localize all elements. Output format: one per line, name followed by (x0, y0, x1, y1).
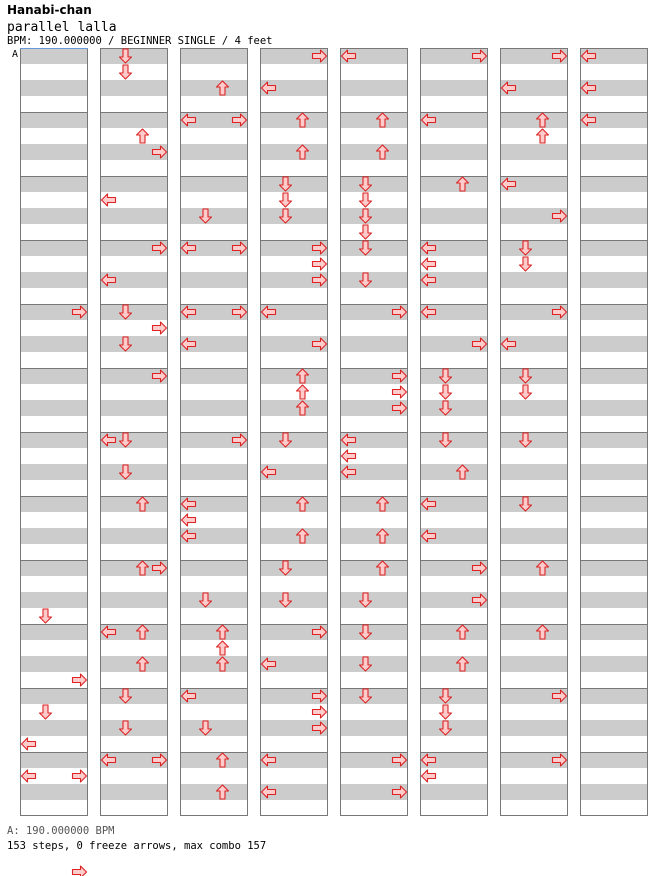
beat-band (180, 48, 248, 64)
beat-band (580, 592, 648, 608)
arrow-down-icon (40, 609, 52, 623)
beat-band (100, 656, 168, 672)
arrow-down-icon (360, 225, 372, 239)
beat-band (180, 752, 248, 768)
beat-band (420, 176, 488, 192)
beat-band (180, 144, 248, 160)
arrow-down-icon (440, 385, 452, 399)
beat-band (340, 144, 408, 160)
beat-band (100, 336, 168, 352)
beat-band (500, 272, 568, 288)
arrow-left-icon (22, 738, 36, 750)
beat-band (340, 176, 408, 192)
beat-band (580, 144, 648, 160)
chart-column (260, 48, 328, 816)
arrow-up-icon (537, 129, 549, 143)
chart-column (580, 48, 648, 816)
song-title: parallel lalla (7, 20, 117, 35)
beat-band (340, 656, 408, 672)
beat-band (260, 496, 328, 512)
beat-band (100, 48, 168, 64)
arrow-up-icon (217, 641, 229, 655)
beat-band (20, 784, 88, 800)
beat-band (500, 720, 568, 736)
beat-band (20, 208, 88, 224)
beat-band (420, 144, 488, 160)
beat-band (20, 720, 88, 736)
beat-band (420, 464, 488, 480)
beat-band (20, 48, 88, 64)
arrow-right-icon (73, 674, 87, 686)
arrow-up-icon (137, 129, 149, 143)
beat-band (580, 560, 648, 576)
chart-author: Hanabi-chan (7, 3, 92, 17)
beat-band (100, 528, 168, 544)
beat-band (180, 80, 248, 96)
beat-band (100, 208, 168, 224)
beat-band (100, 304, 168, 320)
beat-band (20, 112, 88, 128)
beat-band (420, 688, 488, 704)
chart-column (180, 48, 248, 816)
beat-band (180, 592, 248, 608)
beat-band (260, 592, 328, 608)
beat-band (500, 592, 568, 608)
beat-band (180, 272, 248, 288)
arrow-right-icon (73, 770, 87, 782)
beat-band (500, 496, 568, 512)
beat-band (260, 528, 328, 544)
beat-band (20, 400, 88, 416)
beat-band (580, 240, 648, 256)
beat-band (20, 464, 88, 480)
beat-band (420, 656, 488, 672)
beat-band (420, 208, 488, 224)
beat-band (420, 368, 488, 384)
beat-band (500, 560, 568, 576)
beat-band (580, 272, 648, 288)
beat-band (580, 176, 648, 192)
beat-band (100, 464, 168, 480)
beat-band (340, 528, 408, 544)
beat-band (580, 528, 648, 544)
arrow-left-icon (422, 770, 436, 782)
beat-band (420, 624, 488, 640)
chart-column (420, 48, 488, 816)
beat-band (180, 624, 248, 640)
beat-band (340, 496, 408, 512)
beat-band (20, 336, 88, 352)
beat-band (340, 592, 408, 608)
beat-band (340, 272, 408, 288)
beat-band (260, 368, 328, 384)
beat-band (100, 592, 168, 608)
beat-band (580, 720, 648, 736)
chart-column (500, 48, 568, 816)
beat-band (500, 400, 568, 416)
beat-band (180, 560, 248, 576)
beat-band (260, 144, 328, 160)
beat-band (580, 336, 648, 352)
arrow-right-icon (313, 258, 327, 270)
beat-band (580, 752, 648, 768)
beat-band (500, 112, 568, 128)
arrow-right-icon (393, 386, 407, 398)
beat-band (180, 208, 248, 224)
beat-band (580, 304, 648, 320)
arrow-down-icon (120, 65, 132, 79)
beat-band (340, 720, 408, 736)
beat-band (20, 752, 88, 768)
beat-band (20, 272, 88, 288)
beat-band (420, 720, 488, 736)
bpm-note: A: 190.000000 BPM (7, 825, 115, 837)
beat-band (500, 368, 568, 384)
beat-band (580, 368, 648, 384)
beat-band (20, 368, 88, 384)
arrow-right-icon (73, 866, 87, 876)
step-stats: 153 steps, 0 freeze arrows, max combo 157 (7, 840, 267, 852)
beat-band (180, 176, 248, 192)
beat-band (100, 720, 168, 736)
beat-band (20, 432, 88, 448)
beat-band (180, 400, 248, 416)
beat-band (420, 432, 488, 448)
beat-band (100, 784, 168, 800)
beat-band (580, 784, 648, 800)
beat-band (260, 400, 328, 416)
beat-band (500, 624, 568, 640)
bpm-marker-label: A (12, 49, 19, 60)
beat-band (20, 624, 88, 640)
beat-band (180, 464, 248, 480)
arrow-down-icon (520, 385, 532, 399)
beat-band (260, 208, 328, 224)
arrow-left-icon (342, 450, 356, 462)
beat-band (580, 496, 648, 512)
beat-band (260, 112, 328, 128)
beat-band (180, 720, 248, 736)
arrow-left-icon (182, 514, 196, 526)
beat-band (340, 336, 408, 352)
beat-band (500, 528, 568, 544)
beat-band (340, 688, 408, 704)
arrow-left-icon (102, 194, 116, 206)
beat-band (100, 688, 168, 704)
arrow-down-icon (440, 705, 452, 719)
beat-band (20, 560, 88, 576)
arrow-right-icon (153, 322, 167, 334)
beat-band (340, 560, 408, 576)
beat-band (580, 688, 648, 704)
beat-band (20, 688, 88, 704)
beat-band (20, 144, 88, 160)
beat-band (580, 624, 648, 640)
beat-band (580, 656, 648, 672)
beat-band (20, 528, 88, 544)
chart-column (340, 48, 408, 816)
beat-band (500, 464, 568, 480)
arrow-left-icon (22, 770, 36, 782)
beat-band (180, 656, 248, 672)
beat-band (100, 400, 168, 416)
beat-band (500, 240, 568, 256)
beat-band (420, 784, 488, 800)
arrow-down-icon (520, 257, 532, 271)
beat-band (20, 240, 88, 256)
beat-band (420, 80, 488, 96)
beat-band (20, 656, 88, 672)
chart-column (100, 48, 168, 816)
arrow-down-icon (40, 705, 52, 719)
beat-band (580, 400, 648, 416)
beat-band (100, 80, 168, 96)
chart-column (20, 48, 88, 876)
beat-band (340, 112, 408, 128)
beat-band (260, 432, 328, 448)
beat-band (500, 656, 568, 672)
beat-band (100, 112, 168, 128)
chart-meta: BPM: 190.000000 / BEGINNER SINGLE / 4 feet (7, 35, 273, 47)
beat-band (180, 368, 248, 384)
beat-band (340, 624, 408, 640)
beat-band (500, 784, 568, 800)
beat-band (580, 432, 648, 448)
beat-band (420, 400, 488, 416)
beat-band (20, 592, 88, 608)
beat-band (500, 432, 568, 448)
beat-band (500, 144, 568, 160)
beat-band (340, 80, 408, 96)
beat-band (100, 496, 168, 512)
arrow-left-icon (422, 258, 436, 270)
beat-band (20, 496, 88, 512)
beat-band (180, 784, 248, 800)
beat-band (340, 240, 408, 256)
arrow-down-icon (360, 193, 372, 207)
arrow-right-icon (313, 706, 327, 718)
beat-band (340, 208, 408, 224)
beat-band (100, 176, 168, 192)
beat-band (580, 208, 648, 224)
beat-band (20, 176, 88, 192)
beat-band (20, 80, 88, 96)
arrow-up-icon (297, 385, 309, 399)
beat-band (580, 464, 648, 480)
beat-band (260, 176, 328, 192)
beat-band (260, 560, 328, 576)
arrow-down-icon (280, 193, 292, 207)
